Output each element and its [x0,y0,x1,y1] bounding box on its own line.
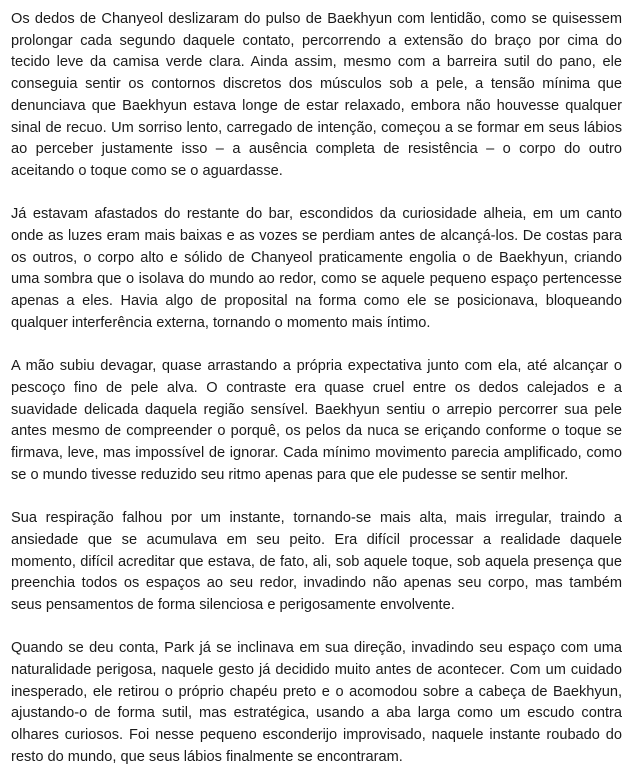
paragraph-5: Quando se deu conta, Park já se inclinava em sua direção, invadindo seu espaço com uma naturalidade perigosa, naquele gesto já decidido muito antes de acontecer. Com um cuidado inesperado, ele retirou o próprio chapéu preto e o acomodou sobre a cabeça de Baekhyun, ajustando-o de forma sutil, mas estratégica, usando a aba larga como um escudo contra olhares curiosos. Foi nesse pequeno esconderijo improvisado, naquele instante roubado do resto do mundo, que seus lábios finalmente se encontraram. [11,640,622,765]
paragraph-1: Os dedos de Chanyeol deslizaram do pulso de Baekhyun com lentidão, como se quisessem prolongar cada segundo daquele contato, percorrendo a extensão do braço por cima do tecido leve da camisa verde clara. Ainda assim, mesmo com a barreira sutil do pano, ele conseguia sentir os contornos discretos dos músculos sob a pele, a tensão mínima que denunciava que Baekhyun estava longe de estar relaxado, embora não houvesse qualquer sinal de recuo. Um sorriso lento, carregado de intenção, começou a se formar em seus lábios ao perceber justamente isso – a ausência completa de resistência – o corpo do outro aceitando o toque como se o aguardasse. [11,11,622,179]
paragraph-3: A mão subiu devagar, quase arrastando a própria expectativa junto com ela, até alcançar o pescoço fino de pele alva. O contraste era quase cruel entre os dedos calejados e a suavidade delicada daquela região sensível. Baekhyun sentiu o arrepio percorrer sua pele antes mesmo de compreender o porquê, os pelos da nuca se eriçando conforme o toque se firmava, leve, mas impossível de ignorar. Cada mínimo movimento parecia amplificado, como se o mundo tivesse reduzido seu ritmo apenas para que ele pudesse se sentir melhor. [11,358,622,483]
paragraph-2: Já estavam afastados do restante do bar, escondidos da curiosidade alheia, em um canto onde as luzes eram mais baixas e as vozes se perdiam antes de alcançá-los. De costas para os outros, o corpo alto e sólido de Chanyeol praticamente engolia o de Baekhyun, criando uma sombra que o isolava do mundo ao redor, como se aquele pequeno espaço pertencesse apenas a eles. Havia algo de proposital na forma como ele se posicionava, bloqueando qualquer interferência externa, tornando o momento mais íntimo. [11,206,622,331]
paragraph-4: Sua respiração falhou por um instante, tornando-se mais alta, mais irregular, traindo a ansiedade que se acumulava em seu peito. Era difícil processar a realidade daquele momento, difícil acreditar que estava, de fato, ali, sob aquele toque, sob aquela presença que preenchia todos os espaços ao seu redor, invadindo não apenas seu corpo, mas também seus pensamentos de forma silenciosa e perigosamente envolvente. [11,510,622,613]
